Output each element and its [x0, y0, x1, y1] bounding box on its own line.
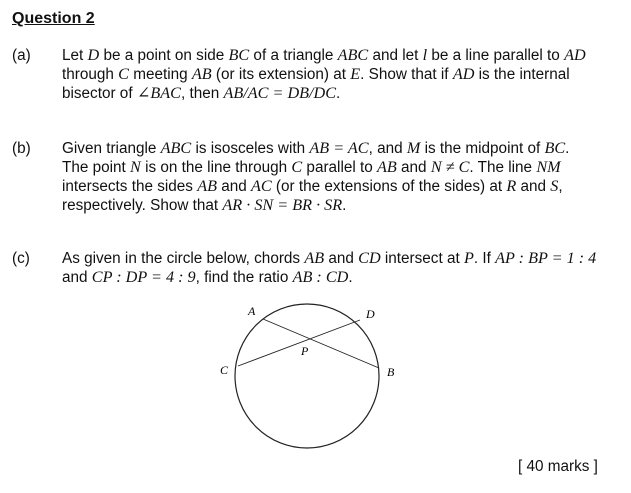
part-c-line-1: As given in the circle below, chords AB and CD intersect at P. If AP : BP = 1 : 4 — [62, 249, 597, 267]
circle — [235, 304, 379, 448]
part-b-label: (b) — [12, 140, 31, 157]
chord-cd — [238, 320, 360, 366]
part-a-line-2: through C meeting AB (or its extension) at E. Show that if AD is the internal — [62, 65, 570, 83]
part-b-line-3: intersects the sides AB and AC (or the extensions of the sides) at R and S, — [62, 177, 563, 195]
point-a-label: A — [248, 304, 256, 318]
point-d-label: D — [366, 307, 375, 321]
part-b-line-2: The point N is on the line through C parallel to AB and N ≠ C. The line NM — [62, 158, 561, 176]
part-a-label: (a) — [12, 47, 31, 64]
part-a-line-1: Let D be a point on side BC of a triangle ABC and let l be a line parallel to AD — [62, 46, 586, 64]
point-c-label: C — [220, 363, 229, 377]
part-c-line-2: and CP : DP = 4 : 9, find the ratio AB : CD. — [62, 268, 353, 286]
part-a-line-3: bisector of ∠BAC, then AB/AC = DB/DC. — [62, 84, 341, 102]
marks-label: [ 40 marks ] — [518, 458, 598, 475]
chord-ab — [263, 319, 379, 368]
point-b-label: B — [387, 365, 395, 379]
part-b-line-4: respectively. Show that AR · SN = BR · SR. — [62, 196, 347, 214]
part-b-line-1: Given triangle ABC is isosceles with AB = AC, and M is the midpoint of BC. — [62, 139, 570, 157]
part-c-label: (c) — [12, 250, 30, 267]
question-title: Question 2 — [12, 10, 95, 27]
point-p-label: P — [301, 344, 309, 358]
